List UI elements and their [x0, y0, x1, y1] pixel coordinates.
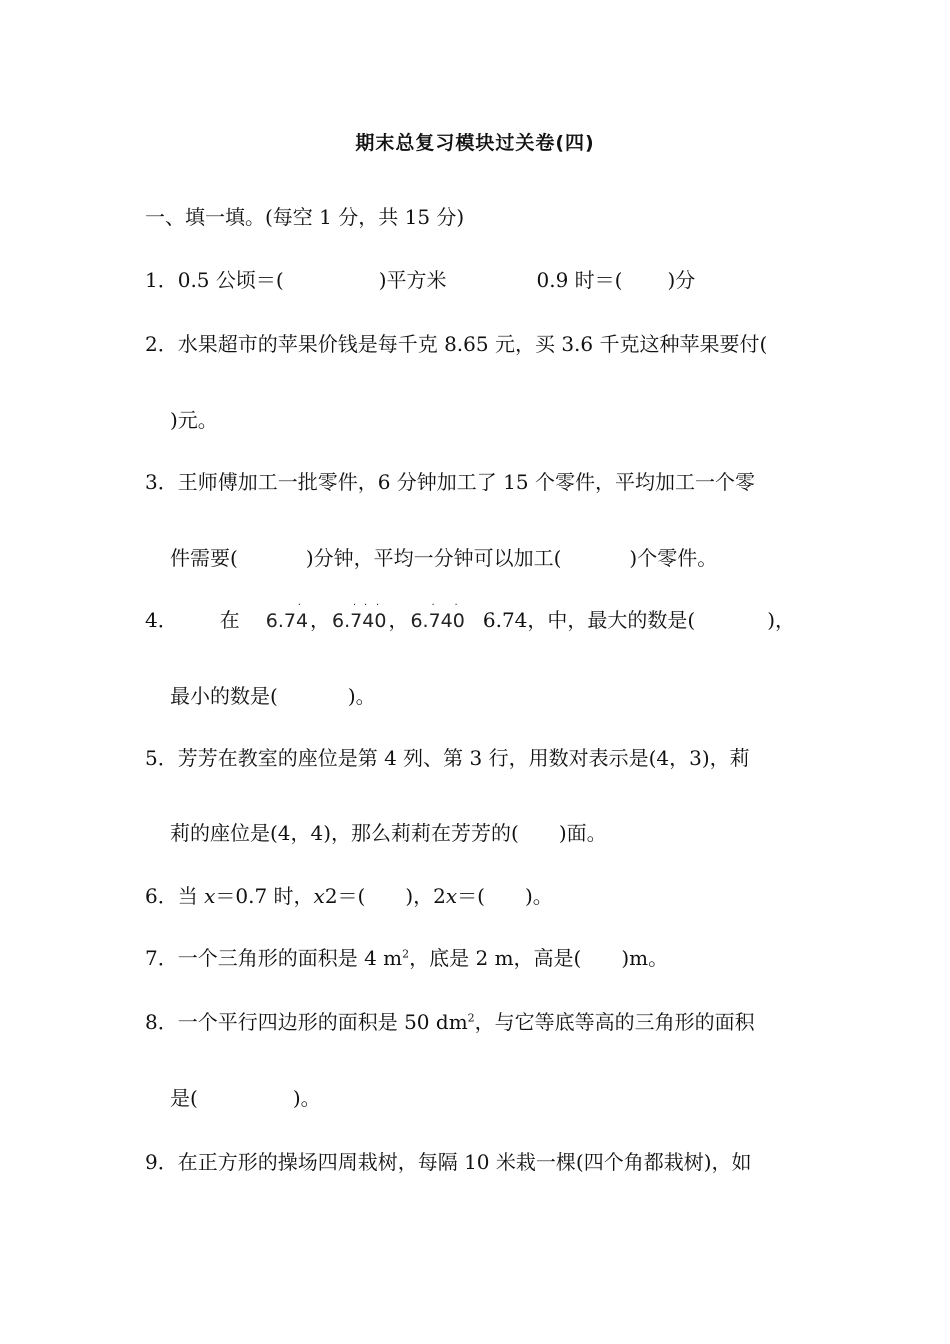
q4-number: 4． [145, 608, 178, 632]
question-3-line-2 [170, 544, 717, 572]
q1-part-a: 1．0.5 公顷＝( [145, 268, 284, 292]
q3-part-b: )分钟，平均一分钟可以加工( [305, 546, 562, 570]
q4-line2-b: )。 [347, 684, 376, 708]
question-3-line-1: 3．王师傅加工一批零件，6 分钟加工了 15 个零件，平均加工一个零 [145, 470, 755, 494]
q6-var-x-3: x [445, 884, 458, 908]
q8-part-a: 8．一个平行四边形的面积是 50 dm [145, 1010, 468, 1034]
q4-tail-a: 6.74，中，最大的数是( [482, 608, 696, 632]
q8-part-b: ，与它等底等高的三角形的面积 [474, 1010, 755, 1034]
repeating-decimal-3: 6.740 · · [410, 600, 465, 632]
question-4-line-2 [170, 682, 376, 710]
question-7 [145, 944, 668, 972]
question-6 [145, 882, 553, 910]
q4-tail-b: )， [767, 608, 796, 632]
question-4-line-1 [145, 600, 796, 635]
q1-part-d: )分 [667, 268, 696, 292]
q4-zai: 在 [219, 608, 240, 632]
q6-part-d: ＝( )。 [457, 884, 553, 908]
repeating-decimal-1: 6.74 · [265, 600, 309, 632]
q1-part-c: 0.9 时＝( [536, 268, 623, 292]
q8-line2-b: )。 [292, 1086, 321, 1110]
question-2-line-2: )元。 [170, 408, 218, 432]
q6-part-a: 6．当 [145, 884, 205, 908]
question-5-line-2: 莉的座位是(4，4)，那么莉莉在芳芳的( )面。 [170, 821, 607, 845]
q4-line2-a: 最小的数是( [170, 684, 278, 708]
q4-sep-1: ， [310, 608, 331, 632]
question-5-line-1: 5．芳芳在教室的座位是第 4 列、第 3 行，用数对表示是(4，3)，莉 [145, 746, 750, 770]
q8-superscript: 2 [467, 1011, 475, 1025]
q6-var-x-2: x [313, 884, 325, 908]
q6-part-b: ＝0.7 时， [215, 884, 314, 908]
question-8-line-2 [170, 1084, 321, 1112]
q6-part-c: 2＝( )，2 [324, 884, 446, 908]
question-8-line-1 [145, 1008, 755, 1036]
q3-part-c: )个零件。 [629, 546, 718, 570]
question-9-line-1: 9．在正方形的操场四周栽树，每隔 10 米栽一棵(四个角都栽树)，如 [145, 1150, 752, 1174]
question-1 [145, 266, 695, 294]
q7-part-b: ，底是 2 m，高是( )m。 [409, 946, 669, 970]
q7-superscript: 2 [402, 947, 410, 961]
q3-part-a: 件需要( [170, 546, 238, 570]
repeating-decimal-2: 6.740 · · · [332, 600, 387, 632]
question-2-line-1: 2．水果超市的苹果价钱是每千克 8.65 元，买 3.6 千克这种苹果要付( [145, 332, 768, 356]
q1-part-b: )平方米 [378, 268, 447, 292]
q6-var-x-1: x [204, 884, 216, 908]
section-heading: 一、填一填。(每空 1 分，共 15 分) [145, 205, 465, 229]
page-title: 期末总复习模块过关卷(四) [355, 132, 595, 154]
q7-part-a: 7．一个三角形的面积是 4 m [145, 946, 403, 970]
q8-line2-a: 是( [170, 1086, 198, 1110]
q4-sep-2: ， [388, 608, 409, 632]
